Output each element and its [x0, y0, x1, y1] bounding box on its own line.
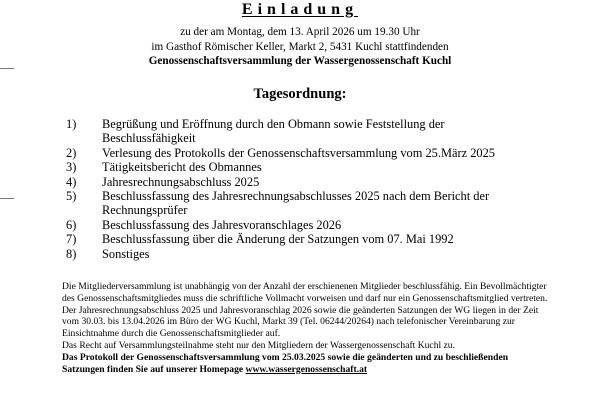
agenda-item — [66, 175, 536, 189]
notes-section — [62, 281, 552, 375]
agenda-item-text: Beschlussfassung des Jahresrechnungsabschlusses 2025 nach dem Bericht der Rechnungsprüfer — [102, 189, 490, 218]
agenda-item — [66, 117, 536, 146]
agenda-item-text: Begrüßung und Eröffnung durch den Obmann sowie Feststellung der Beschlussfähigkeit — [102, 117, 445, 146]
agenda-item-number: 4) — [66, 174, 77, 189]
agenda-item-number: 6) — [66, 217, 77, 232]
agenda-item-text: Beschlussfassung des Jahresvoranschlages 2026 — [102, 217, 342, 232]
agenda-item-number: 5) — [66, 189, 77, 204]
agenda-list — [66, 117, 536, 261]
header-location-line: im Gasthof Römischer Keller, Markt 2, 5431 Kuchl stattfindenden — [151, 40, 449, 53]
agenda-item-number: 1) — [66, 117, 77, 131]
agenda-item — [66, 218, 536, 232]
participation-note: Das Recht auf Versammlungsteilnahme steht nur den Mitgliedern der Wassergenossenschaft Kuchl zu. — [62, 339, 456, 351]
agenda-item-text: Verlesung des Protokolls der Genossenschaftsversammlung vom 25.März 2025 — [102, 145, 495, 160]
page-title: Einladung — [241, 1, 359, 18]
invitation-header — [0, 25, 600, 69]
margin-mark — [0, 198, 14, 199]
agenda-item-number: 7) — [66, 232, 77, 247]
agenda-item-number: 3) — [66, 160, 77, 175]
homepage-note — [62, 352, 552, 376]
agenda-item — [66, 247, 536, 261]
homepage-link[interactable]: www.wassergenossenschaft.at — [245, 363, 368, 375]
agenda-item-text: Jahresrechnungsabschluss 2025 — [102, 174, 260, 189]
agenda-item-text: Beschlussfassung über die Änderung der Satzungen vom 07. Mai 1992 — [102, 232, 454, 247]
quorum-note: Die Mitgliederversammlung ist unabhängig von der Anzahl der erschienenen Mitglieder beschlussfähig. Ein Bevollmächtigter des Genossenschaftsmitgliedes muss die schriftliche Vollmacht vorweisen und darf nur ein Genossenschaftsmitglied vertreten. — [62, 281, 548, 304]
agenda-item — [66, 146, 536, 160]
homepage-note-text: Das Protokoll der Genossenschaftsversammlung vom 25.03.2025 sowie die geänderten und zu beschließenden Satzungen finden Sie auf unserer Homepage — [62, 351, 509, 375]
header-event-line: Genossenschaftsversammlung der Wassergenossenschaft Kuchl — [148, 55, 452, 67]
agenda-item — [66, 232, 536, 246]
header-date-line: zu der am Montag, dem 13. April 2026 um 19.30 Uhr — [180, 26, 420, 38]
agenda-item-text: Tätigkeitsbericht des Obmannes — [102, 160, 262, 175]
agenda-heading: Tagesordnung: — [253, 86, 347, 102]
agenda-item-number: 8) — [66, 246, 77, 261]
agenda-item-number: 2) — [66, 145, 77, 160]
agenda-item — [66, 160, 536, 174]
agenda-item-text: Sonstiges — [102, 246, 150, 261]
documents-note: Der Jahresrechnungsabschluss 2025 und Jahresvoranschlag 2026 sowie die geänderten Satzungen der WG liegen in der Zeit vom 30.03. bis 13.04.2026 im Büro der WG Kuchl, Markt 39 (Tel. 06244/20264) nach telefonischer Vereinbarung zur Einsichtnahme durch die Genossenschaftsmitglieder auf. — [62, 304, 539, 340]
agenda-item — [66, 189, 536, 218]
